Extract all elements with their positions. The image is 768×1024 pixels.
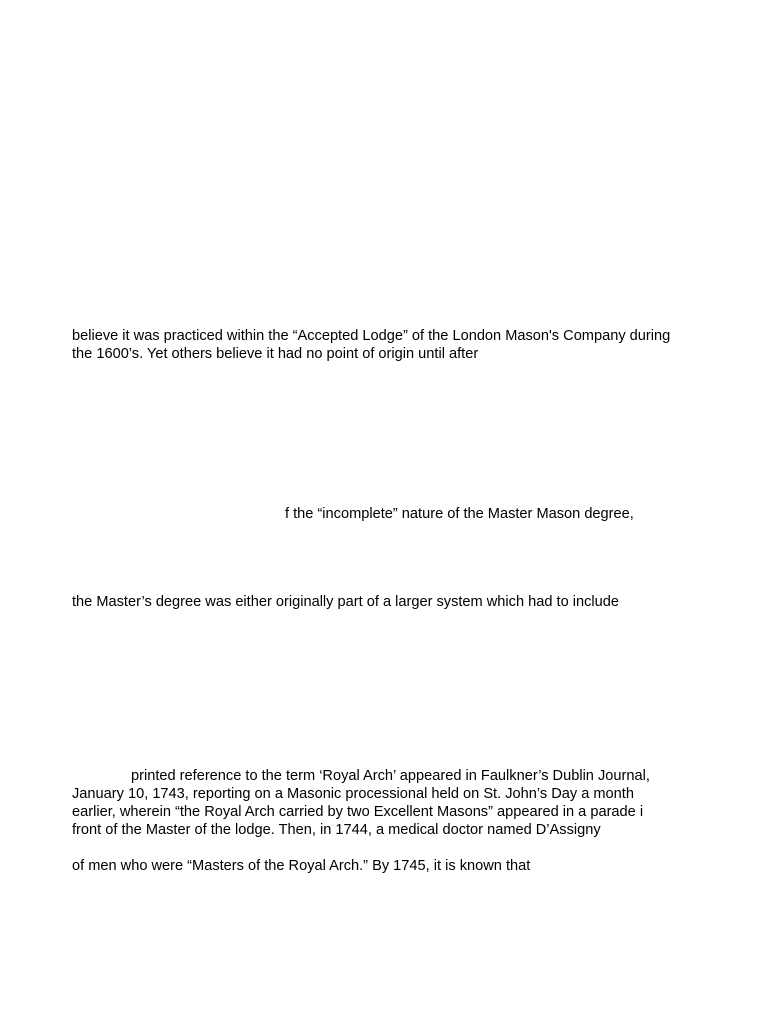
text-line: printed reference to the term ‘Royal Arch’ appeared in Faulkner’s Dublin Journal, [131,768,650,784]
text-line: the Master’s degree was either originally part of a larger system which had to include [72,594,620,610]
text-line: f the “incomplete” nature of the Master Mason degree, [285,506,634,522]
text-line: the 1600’s. Yet others believe it had no point of origin until after [72,346,479,362]
text-line: earlier, wherein “the Royal Arch carried by two Excellent Masons” appeared in a parade i [72,804,644,820]
text-line: believe it was practiced within the “Accepted Lodge” of the London Mason's Company during [72,328,671,344]
text-line: January 10, 1743, reporting on a Masonic processional held on St. John’s Day a month [72,786,634,802]
text-line: of men who were “Masters of the Royal Arch.” By 1745, it is known that [72,858,531,874]
text-line: front of the Master of the lodge. Then, in 1744, a medical doctor named D’Assigny [72,822,601,838]
